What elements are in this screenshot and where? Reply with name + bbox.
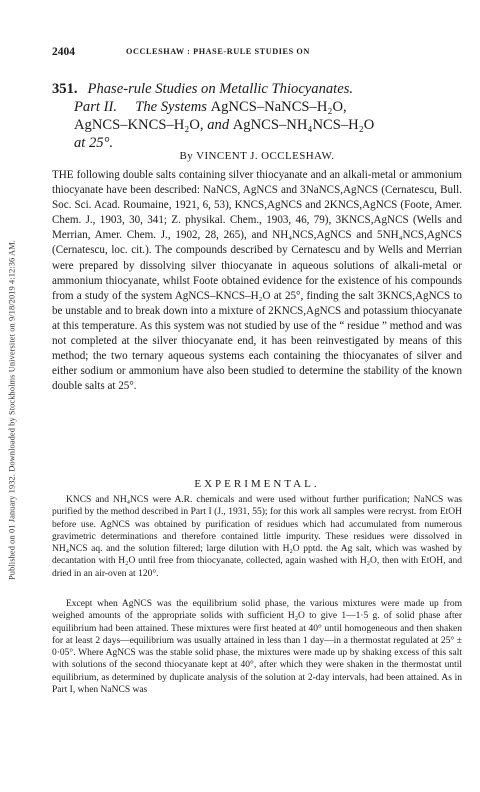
intro-first-word: THE [52, 169, 74, 181]
article-number: 351. [52, 81, 78, 97]
title-line-1: Phase-rule Studies on Metallic Thiocyanates. [87, 81, 354, 97]
page-number: 2404 [52, 46, 75, 58]
experimental-paragraph-2: Except when AgNCS was the equilibrium solid phase, the various mixtures were made up from weighed amounts of the appropriate solids with sufficient H₂O to give 1—1·5 g. of solid phase after equilibrium had been attained. These mixtures were first heated at 40° until homogeneous and then shaken for at least 2 days—equilibrium was usually attained in less than 1 day—in a thermostat regulated at 25° ± 0·05°. Where AgNCS was the stable solid phase, the mixtures were made up by shaking excess of this salt with solutions of the second thiocyanate kept at 40°, after which they were shaken in the thermostat until equilibrium, as determined by duplicate analysis of the solution at 2-day intervals, had been attained. As in Part I, when NaNCS was [52, 599, 462, 696]
experimental-heading: EXPERIMENTAL. [194, 478, 320, 490]
download-watermark [2, 60, 22, 760]
author-byline: By VINCENT J. OCCLESHAW. [179, 150, 335, 162]
download-watermark-text: Published on 01 January 1932. Downloaded by Stockholms Universitet on 9/18/2019 4:12:36 AM. [7, 240, 17, 580]
intro-paragraph [52, 168, 462, 394]
running-header [52, 46, 462, 60]
running-title: OCCLESHAW : PHASE-RULE STUDIES ON [126, 47, 310, 56]
title-line-3: AgNCS–KNCS–H₂O, and AgNCS–NH₄NCS–H₂O [74, 117, 375, 133]
title-line-2: Part II. The Systems AgNCS–NaNCS–H₂O, [74, 99, 347, 115]
intro-text: following double salts containing silver thiocyanate and an alkali-metal or ammonium thiocyanate have been described: NaNCS, AgNCS and 3NaNCS,AgNCS (Cernatescu, Bull. Soc. Sci. Acad. Roumaine, 1921, 6, 53), KNCS,AgNCS and 2KNCS,AgNCS (Foote, Amer. Chem. J., 1903, 30, 341; Z. physikal. Chem., 1903, 46, 79), 3KNCS,AgNCS (Wells and Merrian, Amer. Chem. J., 1902, 28, 265), and NH₄NCS,AgNCS and 5NH₄NCS,AgNCS (Cernatescu, loc. cit.). The compounds described by Cernatescu and by Wells and Merrian were prepared by dissolving silver thiocyanate in aqueous solutions of alkali-metal or ammonium thiocyanate, whilst Foote obtained evidence for the existence of his compounds from a study of the system AgNCS–KNCS–H₂O at 25°, finding the salt 3KNCS,AgNCS to be unstable and to break down into a mixture of 2KNCS,AgNCS and potassium thiocyanate at this temperature. As this system was not studied by use of the “ residue ” method and was not completed at the silver thiocyanate end, it has been reinvestigated by means of this method; the two ternary aqueous systems each containing the thiocyanates of silver and either sodium or ammonium have also been studied to determine the stability of the known double salts at 25°. [52, 169, 462, 393]
article-title [52, 80, 462, 152]
title-line-4: at 25°. [74, 135, 114, 151]
experimental-paragraph-1: KNCS and NH₄NCS were A.R. chemicals and were used without further purification; NaNCS was purified by the method described in Part I (J., 1931, 55); for this work all samples were recryst. from EtOH before use. AgNCS was obtained by purification of residues which had accumulated from numerous gravimetric determinations and therefore contained little impurity. These residues were dissolved in NH₄NCS aq. and the solution filtered; large dilution with H₂O pptd. the Ag salt, which was washed by decantation with H₂O until free from thiocyanate, collected, again washed with H₂O, then with EtOH, and dried in an air-oven at 120°. [52, 495, 462, 579]
